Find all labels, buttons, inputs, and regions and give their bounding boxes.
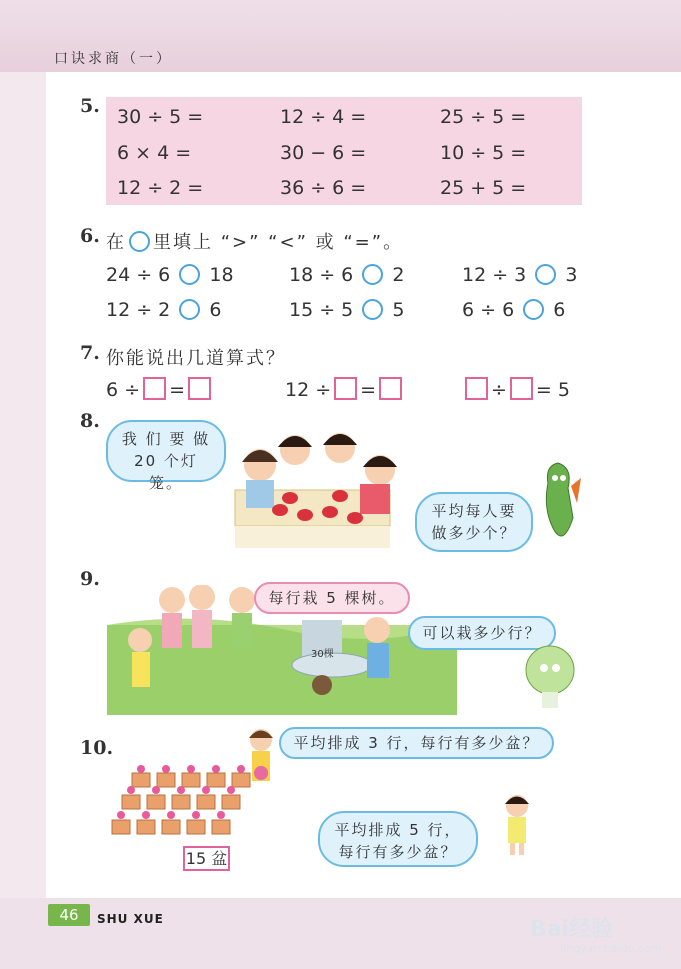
bubble-line: 我 们 要 做 — [121, 430, 211, 448]
pot-count-label: 15 盆 — [183, 846, 230, 871]
answer-box-input[interactable] — [465, 377, 488, 400]
watermark-url: jingyan.baidu.com — [560, 942, 662, 955]
q5-equation: 12 ÷ 4 = — [280, 106, 367, 128]
q7-text: = — [169, 379, 185, 401]
flower-pots-illustration — [107, 765, 267, 847]
speech-bubble-five-rows — [318, 811, 478, 867]
bubble-line: 每行有多少盆？ — [338, 843, 458, 861]
vegetable-character-illustration — [533, 458, 583, 550]
circle-icon — [129, 231, 150, 252]
q5-equation: 10 ÷ 5 = — [440, 142, 527, 164]
compare-circle-input[interactable] — [179, 264, 200, 285]
question-number-8: 8. — [80, 410, 100, 432]
q6-left: 12 ÷ 3 — [462, 264, 527, 286]
question-number-6: 6. — [80, 225, 100, 247]
compare-circle-input[interactable] — [362, 299, 383, 320]
speech-bubble-question — [415, 492, 533, 552]
q6-left: 24 ÷ 6 — [106, 264, 171, 286]
speech-bubble-children — [106, 420, 226, 492]
cart-label: 30棵 — [311, 649, 334, 660]
question-number-9: 9. — [80, 568, 100, 590]
q6-compare-item — [289, 264, 404, 286]
subject-label: SHU XUE — [97, 912, 164, 926]
bubble-line: 平均排成 5 行， — [334, 821, 462, 839]
q5-equation: 6 × 4 = — [117, 142, 192, 164]
q5-equation: 30 ÷ 5 = — [117, 106, 204, 128]
q6-instruction — [106, 228, 403, 254]
question-number-10: 10. — [80, 737, 114, 759]
answer-box-input[interactable] — [510, 377, 533, 400]
watermark-logo: Bai经验 — [530, 917, 614, 942]
question-number-5: 5. — [80, 95, 100, 117]
q6-instruction-a: 在 — [106, 232, 126, 253]
page-number: 46 — [48, 904, 90, 926]
q5-equation: 25 ÷ 5 = — [440, 106, 527, 128]
answer-box-input[interactable] — [143, 377, 166, 400]
bubble-line: 做多少个？ — [431, 524, 517, 542]
q7-instruction: 你能说出几道算式？ — [106, 348, 286, 369]
q6-right: 3 — [565, 264, 578, 286]
q5-equation: 36 ÷ 6 = — [280, 177, 367, 199]
compare-circle-input[interactable] — [535, 264, 556, 285]
q6-compare-item — [462, 299, 565, 321]
q6-compare-item — [289, 299, 404, 321]
answer-box-input[interactable] — [379, 377, 402, 400]
q6-instruction-b: 里填上 “>” “<” 或 “=”。 — [153, 232, 404, 253]
q6-left: 12 ÷ 2 — [106, 299, 171, 321]
q6-right: 18 — [209, 264, 234, 286]
q7-equation-2 — [285, 377, 405, 401]
speech-bubble-rows-question: 可以栽多少行？ — [408, 616, 556, 650]
q6-left: 6 ÷ 6 — [462, 299, 515, 321]
q7-text: = 5 — [535, 379, 570, 401]
q6-left: 18 ÷ 6 — [289, 264, 354, 286]
q5-equation: 30 − 6 = — [280, 142, 367, 164]
q6-compare-item — [106, 299, 221, 321]
chapter-title: 口诀求商（一） — [54, 51, 173, 67]
q7-text: 12 ÷ — [285, 379, 332, 401]
q7-text: = — [360, 379, 377, 401]
speech-bubble-planting: 每行栽 5 棵树。 — [254, 582, 410, 614]
q7-text: ÷ — [491, 379, 507, 401]
answer-box-input[interactable] — [188, 377, 211, 400]
q6-left: 15 ÷ 5 — [289, 299, 354, 321]
speech-bubble-three-rows: 平均排成 3 行，每行有多少盆？ — [279, 727, 554, 759]
q7-text: 6 ÷ — [106, 379, 141, 401]
q6-right: 6 — [553, 299, 566, 321]
children-making-lanterns-illustration — [220, 420, 420, 560]
q6-right: 5 — [392, 299, 405, 321]
bubble-line: 20 个灯笼。 — [134, 452, 198, 492]
compare-circle-input[interactable] — [523, 299, 544, 320]
compare-circle-input[interactable] — [179, 299, 200, 320]
q6-compare-item — [106, 264, 234, 286]
q7-equation-3 — [462, 377, 570, 401]
answer-box-input[interactable] — [334, 377, 357, 400]
q5-equation: 12 ÷ 2 = — [117, 177, 204, 199]
question-number-7: 7. — [80, 342, 100, 364]
q7-equation-1 — [106, 377, 214, 401]
q5-equation: 25 + 5 = — [440, 177, 527, 199]
q6-right: 2 — [392, 264, 405, 286]
bubble-line: 平均每人要 — [431, 502, 517, 520]
q6-compare-item — [462, 264, 577, 286]
compare-circle-input[interactable] — [362, 264, 383, 285]
cabbage-character-illustration — [520, 640, 580, 712]
q6-right: 6 — [209, 299, 222, 321]
girl-character-illustration — [498, 793, 536, 857]
